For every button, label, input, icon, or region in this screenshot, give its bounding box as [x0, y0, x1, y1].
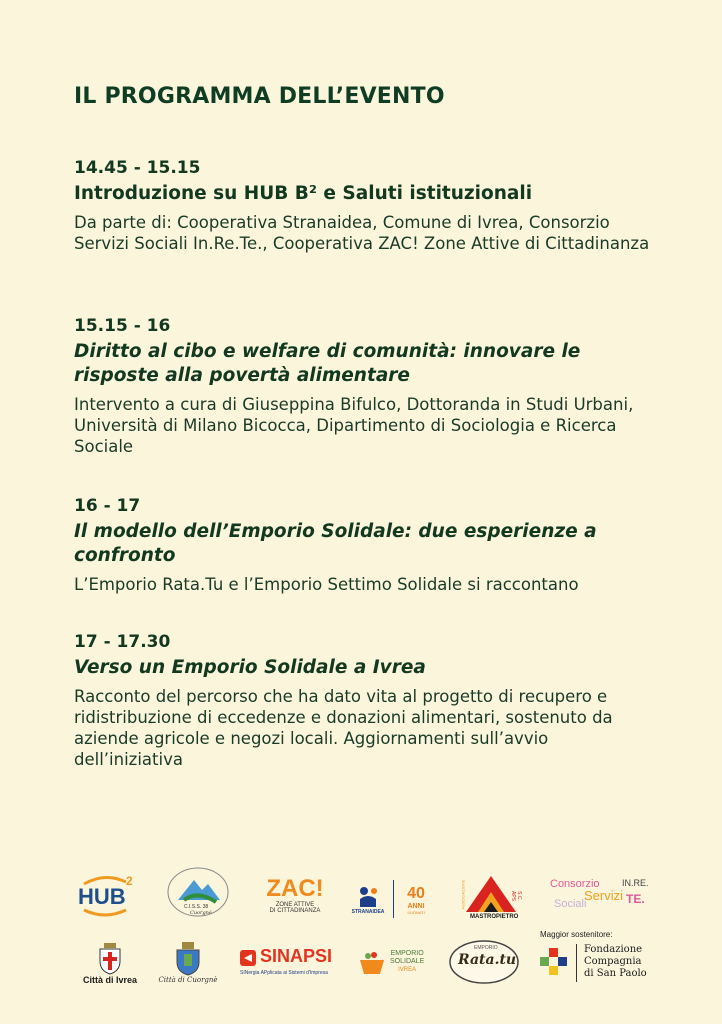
- sinapsi-logo: [238, 946, 338, 982]
- fondazione-line3: di San Paolo: [584, 968, 647, 979]
- session-heading: Diritto al cibo e welfare di comunità: innovare le risposte alla povertà alimentare: [74, 341, 581, 386]
- session-body: L’Emporio Rata.Tu e l’Emporio Settimo Solidale si raccontano: [74, 575, 579, 594]
- cuorgne-logo: [158, 936, 218, 990]
- hub-logo-sup: 2: [126, 874, 133, 888]
- sinapsi-mark-icon: [238, 948, 258, 968]
- session-2: [74, 316, 654, 457]
- zac-sub-line1: ZONE ATTIVE: [275, 902, 315, 908]
- fondazione-logo: [540, 942, 654, 986]
- ciss-sub: Cuorgnè: [190, 910, 212, 916]
- emporio-ivrea-logo: [358, 948, 434, 980]
- anni-label: ANNI: [407, 903, 425, 910]
- session-1: [74, 158, 654, 254]
- session-time: 14.45 - 15.15: [74, 158, 201, 178]
- ciss-logo: [166, 866, 230, 918]
- session-body: Intervento a cura di Giuseppina Bifulco, Dottoranda in Studi Urbani, Università di Milano Bicocca, Dipartimento di Sociologia e Ricerca Sociale: [74, 395, 634, 456]
- session-time: 15.15 - 16: [74, 316, 171, 336]
- emporio-line2: SOLIDALE: [390, 958, 425, 965]
- mastropietro-text: MASTROPIETRO: [470, 914, 519, 920]
- session-heading: Verso un Emporio Solidale a Ivrea: [74, 657, 426, 678]
- zac-sub-line2: DI CITTADINANZA: [269, 908, 321, 914]
- session-time: 17 - 17.30: [74, 632, 171, 652]
- anni-number: 40: [407, 885, 425, 902]
- emporio-line3: IVREA: [398, 967, 417, 973]
- ivrea-logo: [74, 938, 146, 990]
- hub-logo-text: HUB: [78, 884, 126, 909]
- divider: [393, 880, 394, 918]
- fondazione-mark-icon: [540, 948, 568, 976]
- basket-icon: [358, 950, 386, 976]
- cuorgne-crest-icon: [173, 942, 203, 976]
- session-body: Da parte di: Cooperativa Stranaidea, Comune di Ivrea, Consorzio Servizi Sociali In.Re.Te., Cooperativa ZAC! Zone Attive di Cittadinanza: [74, 213, 650, 253]
- ivrea-crest-icon: [96, 943, 124, 975]
- fondazione-line2: Compagnia: [584, 956, 642, 967]
- mastropietro-side: S.C. APS: [510, 890, 522, 901]
- ratatu-top: EMPORIO: [474, 945, 498, 951]
- anni-sub: SUONATI: [407, 910, 425, 915]
- zac-logo-text: ZAC!: [266, 875, 324, 902]
- stranaidea-text: STRANAIDEA: [351, 909, 385, 915]
- zac-logo: [264, 868, 326, 922]
- ciss-caption: C.I.S.S. 38: [184, 904, 209, 910]
- ratatu-text: Rata.tu: [458, 952, 517, 968]
- sinapsi-text: SINAPSI: [260, 946, 333, 966]
- sinapsi-sub: SINergia APplicata ai Sistemi d'Impresa: [240, 970, 328, 976]
- page-title: IL PROGRAMMA DELL’EVENTO: [74, 84, 445, 109]
- fondazione-text: [584, 944, 647, 980]
- anni-logo: [402, 880, 430, 920]
- fondazione-divider: [576, 944, 577, 982]
- consorzio-1: Consorzio: [550, 878, 600, 890]
- session-heading: Introduzione su HUB B² e Saluti istituzionali: [74, 183, 533, 204]
- emporio-ivrea-text: [390, 950, 424, 974]
- hub-logo: [74, 870, 136, 920]
- session-4: [74, 632, 654, 770]
- stranaidea-logo: [348, 880, 388, 920]
- mastropietro-logo: [458, 870, 524, 924]
- session-time: 16 - 17: [74, 496, 141, 516]
- cuorgne-text: Città di Cuorgnè: [158, 976, 218, 984]
- consorzio-logo: [548, 874, 652, 914]
- fondazione-line1: Fondazione: [584, 944, 643, 955]
- inrete-1: IN.RE.: [622, 878, 649, 888]
- stranaidea-mark-icon: [356, 885, 380, 909]
- ivrea-text: Città di Ivrea: [82, 975, 138, 985]
- session-body: Racconto del percorso che ha dato vita al progetto di recupero e ridistribuzione di eccedenze e donazioni alimentari, sostenuto da aziende agricole e negozi locali. Aggiornamenti sull’avvio dell’iniziativa: [74, 687, 613, 769]
- inrete-2: TE.: [626, 892, 645, 906]
- session-heading: Il modello dell’Emporio Solidale: due esperienze a confronto: [74, 521, 597, 566]
- mastropietro-left: ASSOCIAZIONE: [460, 879, 466, 910]
- session-3: [74, 496, 654, 595]
- consorzio-2: Servizi: [584, 888, 624, 903]
- emporio-line1: EMPORIO: [390, 950, 424, 957]
- consorzio-3: Sociali: [554, 898, 587, 910]
- sponsor-label: Maggior sostenitore:: [540, 930, 613, 939]
- ratatu-logo: [448, 938, 520, 986]
